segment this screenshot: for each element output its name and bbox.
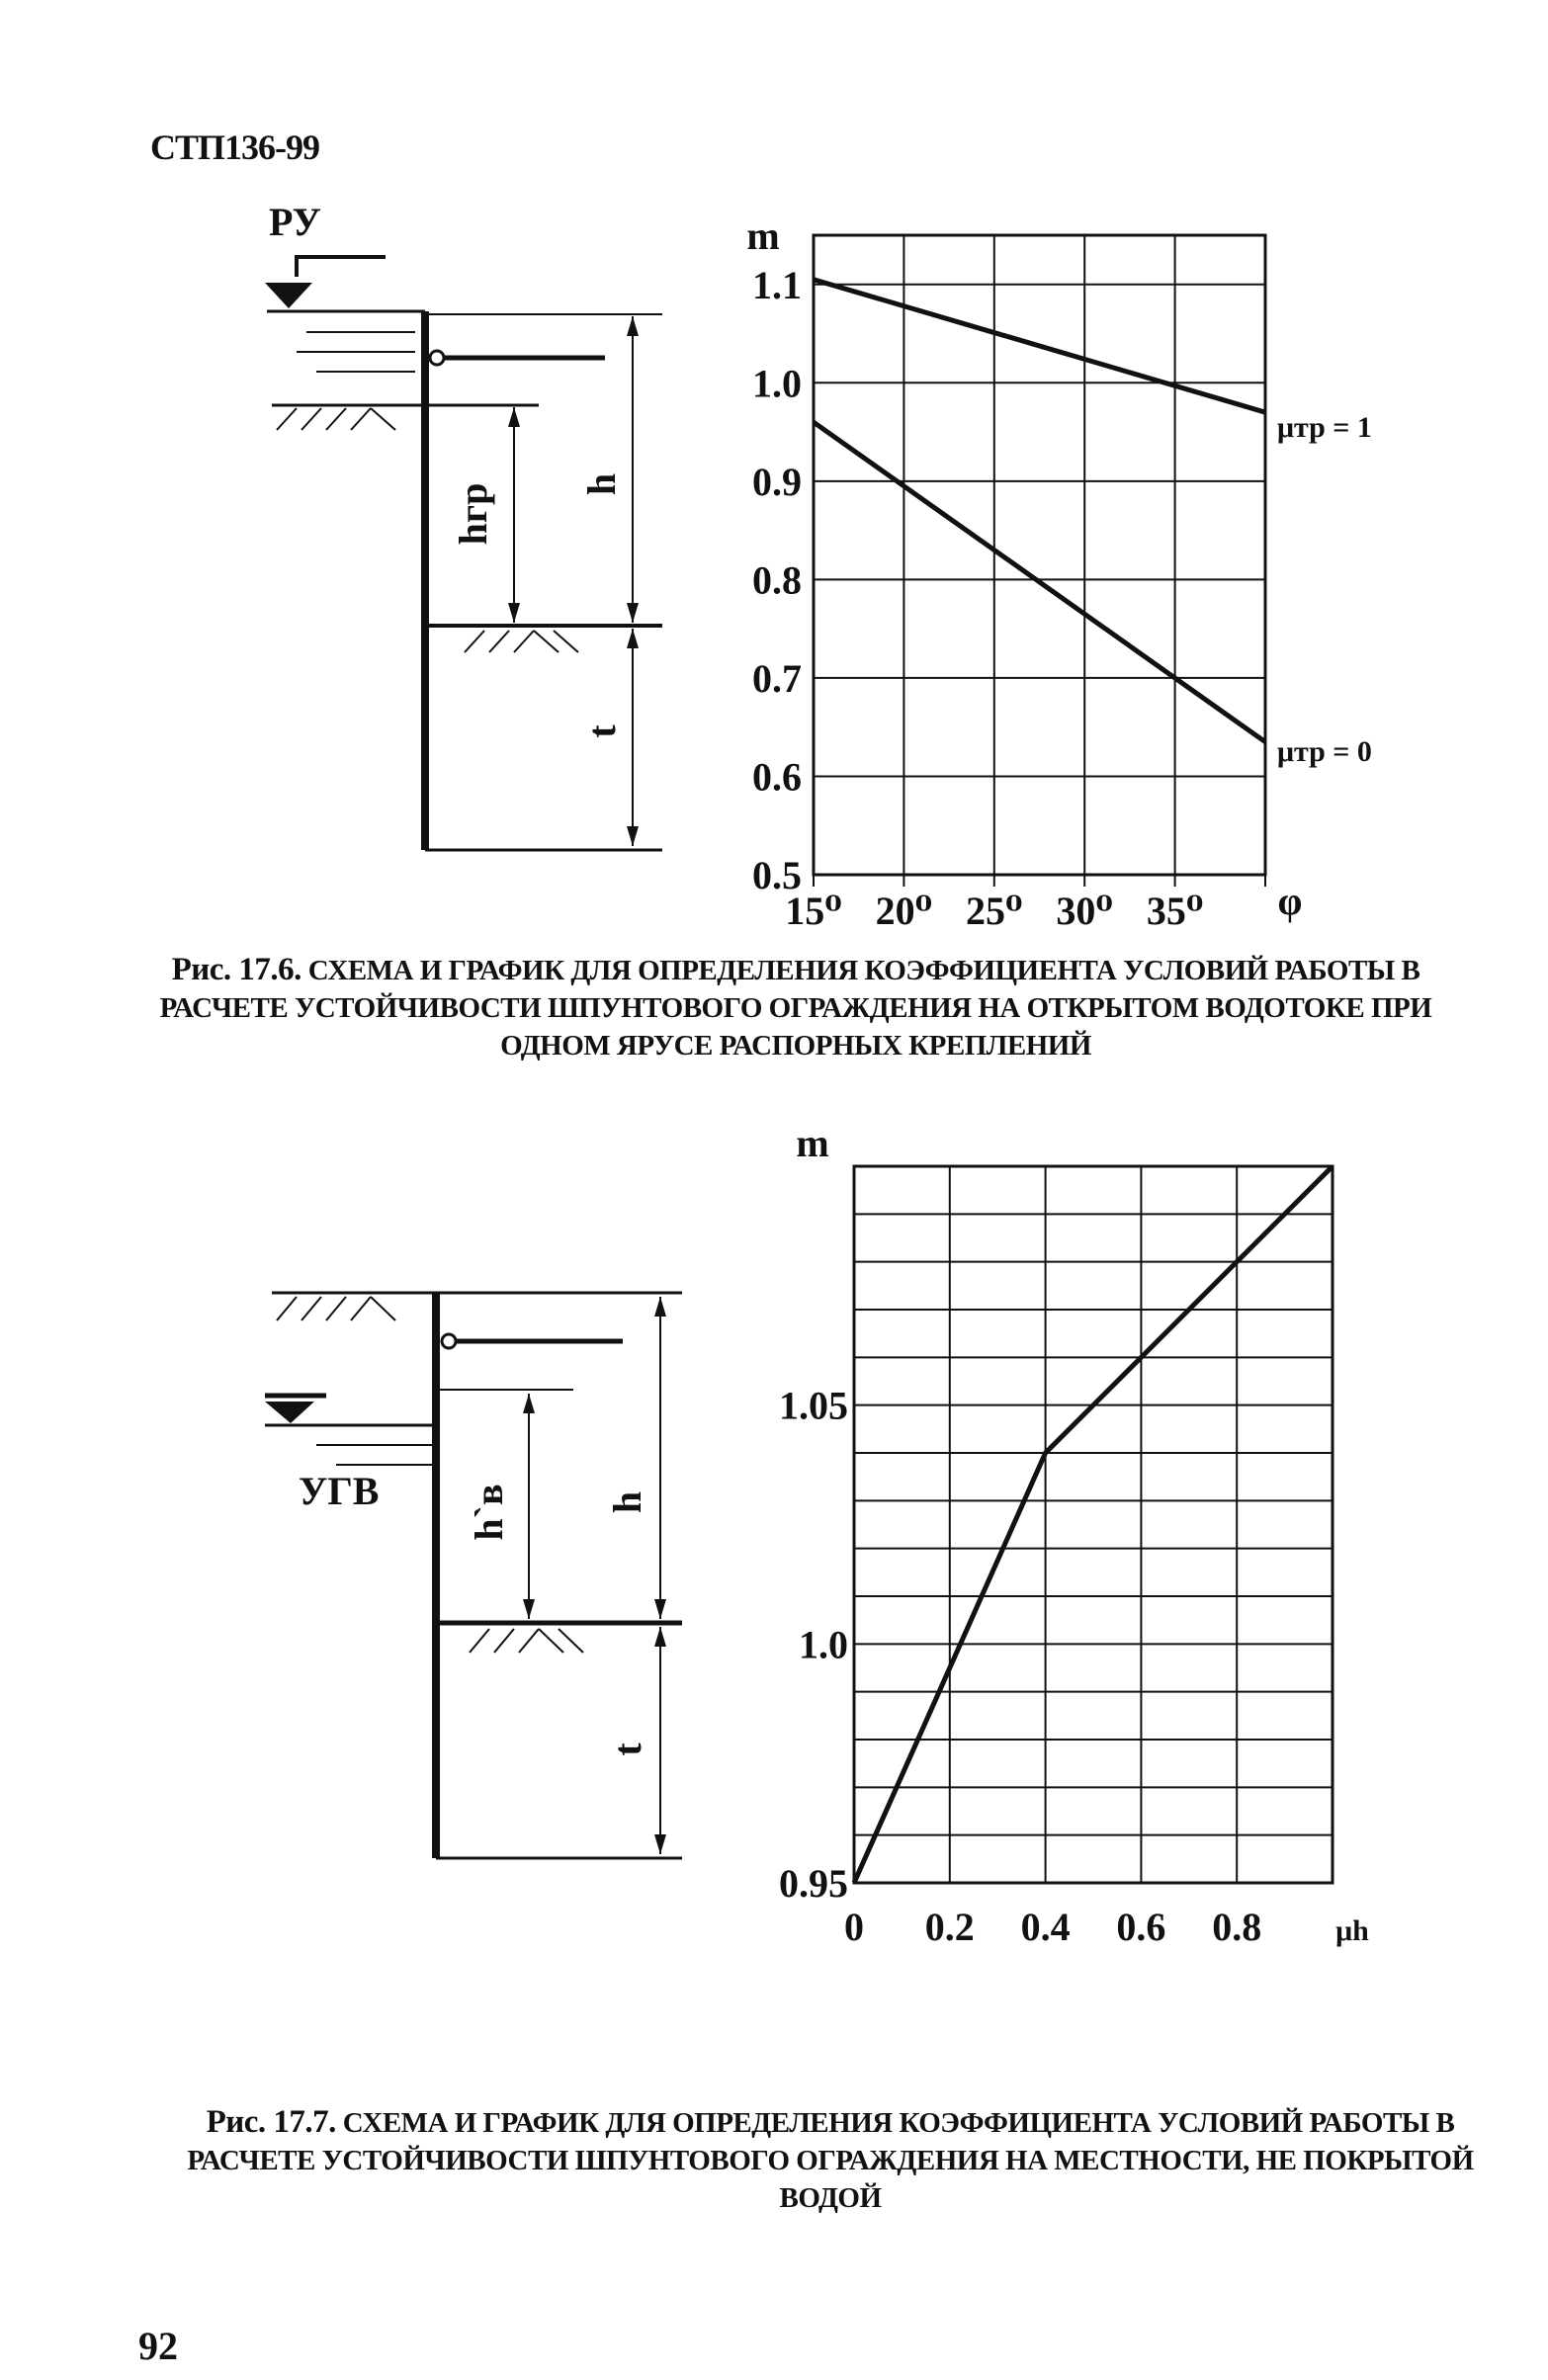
x-tick-label: 30⁰ bbox=[1056, 889, 1113, 933]
x-tick-label: 0.2 bbox=[924, 1905, 975, 1949]
x-tick-label: 0.8 bbox=[1212, 1905, 1262, 1949]
figure2-caption-text: СХЕМА И ГРАФИК ДЛЯ ОПРЕДЕЛЕНИЯ КОЭФФИЦИЕНТА УСЛОВИЙ РАБОТЫ В РАСЧЕТЕ УСТОЙЧИВОСТИ ШПУНТОВОГО ОГРАЖДЕНИЯ НА МЕСТНОСТИ, НЕ ПОКРЫТОЙ ВОДОЙ bbox=[187, 2107, 1474, 2214]
y-tick-label: 0.7 bbox=[752, 655, 802, 701]
figure1-caption-number: Рис. 17.6. bbox=[171, 952, 301, 987]
x-tick-label: 15⁰ bbox=[785, 889, 842, 933]
y-tick-label: 1.0 bbox=[799, 1622, 848, 1667]
y-axis-label: m bbox=[796, 1121, 829, 1165]
series-label: μтр = 1 bbox=[1277, 411, 1372, 444]
figure2-caption-number: Рис. 17.7. bbox=[206, 2104, 336, 2140]
x-tick-label: 0.6 bbox=[1116, 1905, 1166, 1949]
h-label: h bbox=[579, 472, 624, 496]
figure1-caption-text: СХЕМА И ГРАФИК ДЛЯ ОПРЕДЕЛЕНИЯ КОЭФФИЦИЕНТА УСЛОВИЙ РАБОТЫ В РАСЧЕТЕ УСТОЙЧИВОСТИ ШПУНТОВОГО ОГРАЖДЕНИЯ НА ОТКРЫТОМ ВОДОТОКЕ ПРИ ОДНОМ ЯРУСЕ РАСПОРНЫХ КРЕПЛЕНИЙ bbox=[159, 955, 1432, 1062]
y-tick-label: 0.6 bbox=[752, 754, 802, 800]
plot-frame bbox=[854, 1166, 1333, 1883]
y-tick-label: 1.1 bbox=[752, 262, 802, 307]
x-axis-label: μh bbox=[1335, 1914, 1369, 1947]
y-tick-label: 0.9 bbox=[752, 459, 802, 504]
water-level-label: УГВ bbox=[299, 1469, 380, 1513]
y-tick-label: 0.95 bbox=[779, 1861, 848, 1906]
x-tick-label: 35⁰ bbox=[1146, 889, 1204, 933]
y-tick-label: 1.05 bbox=[779, 1383, 848, 1428]
y-tick-label: 0.8 bbox=[752, 557, 802, 603]
y-axis-label: m bbox=[746, 213, 780, 258]
series-line bbox=[854, 1166, 1333, 1883]
page-number: 92 bbox=[138, 2324, 178, 2368]
t-label: t bbox=[605, 1742, 649, 1756]
figure2-caption bbox=[178, 2103, 1483, 2217]
t-label: t bbox=[579, 724, 624, 738]
x-axis-label: φ bbox=[1277, 879, 1303, 923]
y-tick-label: 0.5 bbox=[752, 853, 802, 897]
hgr-label: hгр bbox=[451, 482, 495, 546]
y-tick-label: 1.0 bbox=[752, 361, 802, 406]
water-level-label: РУ bbox=[269, 200, 321, 244]
hb-label: h`в bbox=[467, 1484, 511, 1541]
x-tick-label: 0 bbox=[844, 1905, 864, 1949]
x-tick-label: 0.4 bbox=[1020, 1905, 1071, 1949]
x-tick-label: 25⁰ bbox=[966, 889, 1023, 933]
x-tick-label: 20⁰ bbox=[875, 889, 933, 933]
document-code: СТП136-99 bbox=[150, 128, 319, 167]
series-label: μтр = 0 bbox=[1277, 735, 1372, 768]
h-label: h bbox=[605, 1490, 649, 1514]
